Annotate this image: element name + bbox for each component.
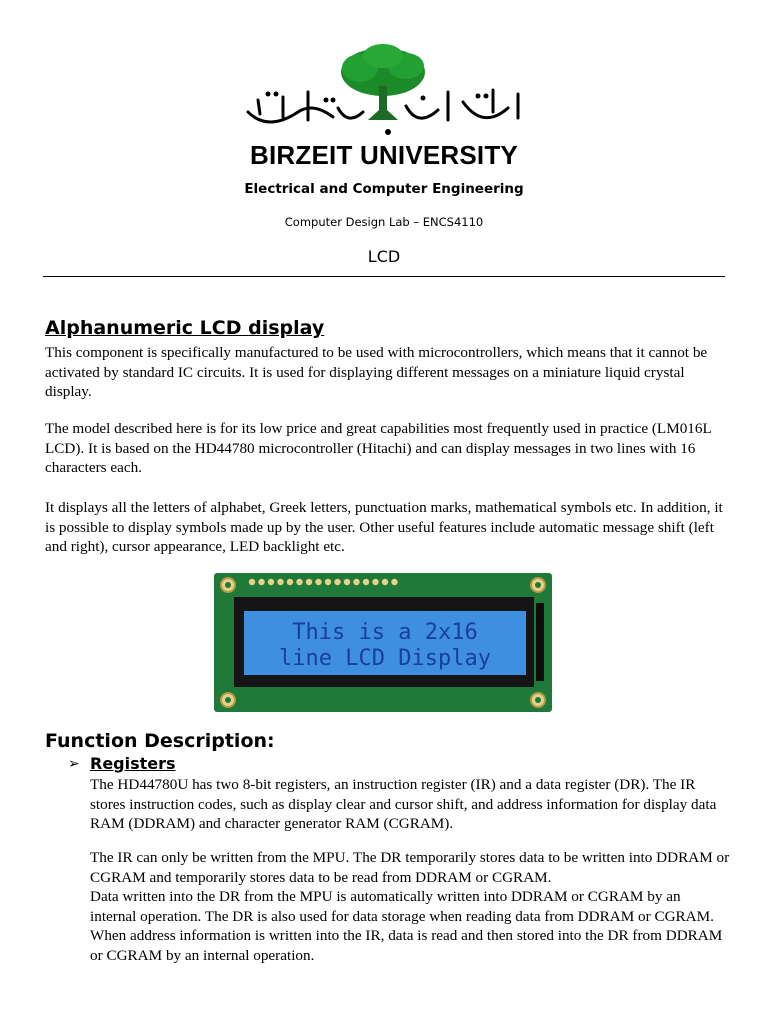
pin-pad <box>363 579 369 585</box>
pin-pad <box>296 579 302 585</box>
pin-pad <box>315 579 321 585</box>
paragraph <box>90 848 730 965</box>
lcd-line-2: line LCD Display <box>279 646 491 671</box>
bullet-arrow-icon: ➢ <box>68 757 80 772</box>
paragraph: The HD44780U has two 8-bit registers, an instruction register (IR) and a data register (DR). The IR stores instruction codes, such as display clear and cursor shift, and address information for display data RAM (DDRAM) and character generator RAM (CGRAM). <box>90 776 717 832</box>
pin-pad <box>325 579 331 585</box>
pin-pad <box>382 579 388 585</box>
bullet-title-registers: Registers <box>90 754 176 773</box>
course-name: Computer Design Lab – ENCS4110 <box>284 215 484 229</box>
pin-pad <box>277 579 283 585</box>
paragraph: This component is specifically manufactured to be used with microcontrollers, which means that it cannot be activated by standard IC circuits. It is used for displaying different messages on a miniature liquid crystal display. <box>45 344 708 400</box>
paragraph-line: Data written into the DR from the MPU is automatically written into DDRAM or CGRAM by an internal operation. The DR is also used for data storage when reading data from DDRAM or CGRAM. When address information is written into the IR, data is read and then stored into the DR from DDRAM or CGRAM by an internal operation. <box>90 888 723 964</box>
lcd-line-1: This is a 2x16 <box>292 620 478 645</box>
pin-pad <box>334 579 340 585</box>
university-logo <box>238 42 528 142</box>
lcd-module-photo <box>214 573 552 712</box>
pin-pad <box>268 579 274 585</box>
pin-pad <box>353 579 359 585</box>
pin-pad <box>372 579 378 585</box>
pin-pad <box>249 579 255 585</box>
pin-pad <box>258 579 264 585</box>
pin-pad <box>344 579 350 585</box>
header-divider <box>43 276 725 277</box>
paragraph: The model described here is for its low price and great capabilities most frequently used in practice (LM016L LCD). It is based on the HD44780 microcontroller (Hitachi) and can display messages in two lines with 16 characters each. <box>45 420 712 476</box>
tree-logo-icon <box>341 44 425 120</box>
pin-pad <box>306 579 312 585</box>
university-name: BIRZEIT UNIVERSITY <box>250 140 518 170</box>
paragraph-line: The IR can only be written from the MPU. The DR temporarily stores data to be written into DDRAM or CGRAM and temporarily stores data to be read from DDRAM or CGRAM. <box>90 849 730 886</box>
section-heading-lcd: Alphanumeric LCD display <box>45 317 325 339</box>
section-heading-function: Function Description: <box>45 730 275 752</box>
pin-pad <box>287 579 293 585</box>
paragraph: It displays all the letters of alphabet, Greek letters, punctuation marks, mathematical symbols etc. In addition, it is possible to display symbols made up by the user. Other useful features include automatic message shift (left and right), cursor appearance, LED backlight etc. <box>45 499 723 555</box>
document-title: LCD <box>367 247 401 266</box>
department-name: Electrical and Computer Engineering <box>244 181 524 197</box>
pin-pad <box>391 579 397 585</box>
